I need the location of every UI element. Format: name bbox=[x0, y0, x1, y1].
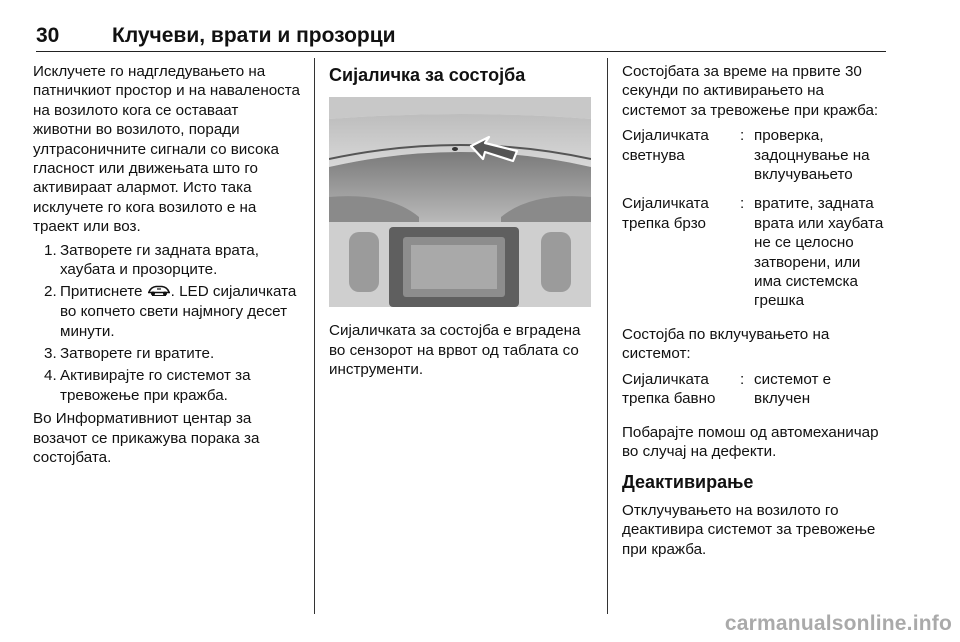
status-colon: : bbox=[740, 127, 745, 145]
step-number: 3. bbox=[44, 344, 57, 362]
page-number: 30 bbox=[36, 24, 60, 47]
figure-caption: Сијаличката за состојба е вградена во сензорот на врвот од таблата со инструменти. bbox=[329, 322, 581, 379]
status-condition: Сијаличката трепка брзо bbox=[622, 195, 709, 232]
column-1 bbox=[33, 62, 301, 471]
status-colon: : bbox=[740, 195, 745, 213]
column-divider bbox=[607, 58, 608, 614]
car-interior-monitoring-icon bbox=[147, 283, 171, 302]
step-number: 1. bbox=[44, 241, 57, 259]
status-table-first-30s bbox=[622, 126, 892, 311]
column-2 bbox=[329, 62, 593, 380]
outro-paragraph: Во Информативниот центар за возачот се прикажува порака за состојбата. bbox=[33, 410, 260, 466]
steps-list bbox=[33, 241, 301, 406]
status-intro: Состојбата за време на првите 30 секунди по активирањето на системот за тревожење при кражба: bbox=[622, 63, 879, 119]
table-row bbox=[622, 194, 892, 310]
status-meaning: системот е вклучен bbox=[754, 370, 832, 408]
status-condition: Сијаличката светнува bbox=[622, 127, 709, 164]
step-text: Активирајте го системот за тревожење при кражба. bbox=[60, 367, 251, 404]
table-row bbox=[622, 126, 892, 184]
status-meaning: вратите, задната врата или хаубата не се целосно затворени, или има системска грешка bbox=[754, 195, 884, 310]
table-row bbox=[622, 370, 892, 409]
deactivate-title: Деактивирање bbox=[622, 472, 754, 493]
step-text: Затворете ги задната врата, хаубата и прозорците. bbox=[60, 241, 259, 279]
step-text: Затворете ги вратите. bbox=[60, 344, 215, 362]
step-number: 4. bbox=[44, 367, 57, 385]
chapter-title: Клучеви, врати и прозорци bbox=[112, 24, 396, 47]
status-colon: : bbox=[740, 370, 745, 388]
intro-paragraph: Исклучете го надгледувањето на патничкиот простор и на наваленоста на возилото кога се оставаат животни во возилото, поради ултрасоничните сигнали со висока гласност или движењата што го активираат алармот. Исто така исклучете го кога возилото е на траект или воз. bbox=[33, 63, 301, 236]
column-divider bbox=[314, 58, 315, 614]
status-table-after-activation bbox=[622, 370, 892, 409]
status-condition: Сијаличката трепка бавно bbox=[622, 370, 716, 408]
step-text-pre: Притиснете bbox=[60, 283, 147, 301]
list-item bbox=[33, 241, 301, 280]
status-meaning: проверка, задоцнување на вклучувањето bbox=[754, 127, 870, 184]
list-item bbox=[33, 282, 301, 341]
page-header bbox=[36, 18, 886, 52]
step-number: 2. bbox=[44, 283, 57, 301]
list-item bbox=[33, 366, 301, 405]
watermark: carmanualsonline.info bbox=[724, 612, 952, 635]
section-title: Сијаличка за состојба bbox=[329, 65, 526, 85]
dashboard-sensor-figure bbox=[329, 97, 591, 307]
column-3 bbox=[622, 62, 892, 563]
deactivate-paragraph: Отклучувањето на возилото го деактивира системот за тревожење при кражба. bbox=[622, 501, 876, 558]
service-paragraph: Побарајте помош од автомеханичар во случај на дефекти. bbox=[622, 423, 879, 460]
list-item bbox=[33, 344, 301, 363]
status-after-activation-label: Состојба по вклучувањето на системот: bbox=[622, 325, 830, 363]
step-text-post: . LED сијаличката во копчето свети најмногу десет минути. bbox=[60, 283, 297, 340]
